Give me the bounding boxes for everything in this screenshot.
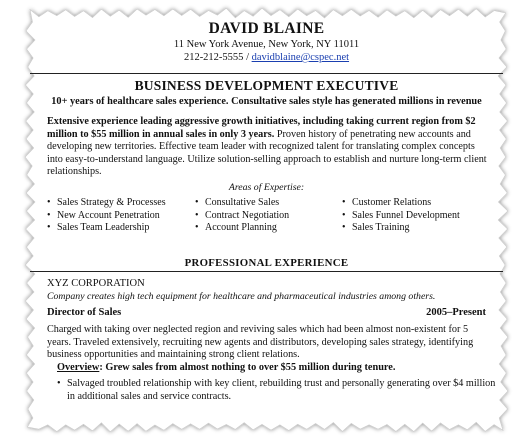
expertise-item: • Sales Training <box>342 222 460 235</box>
section-rule <box>30 271 503 272</box>
expertise-column-2 <box>195 197 289 235</box>
expertise-item: • Account Planning <box>195 222 289 235</box>
contact-line <box>30 53 503 64</box>
expertise-item: • New Account Penetration <box>47 210 166 223</box>
expertise-column-3 <box>342 197 460 235</box>
expertise-title: Areas of Expertise: <box>228 182 305 193</box>
company-name: XYZ CORPORATION <box>47 278 145 289</box>
overview-label: Overview <box>57 362 100 373</box>
overview-line <box>57 363 395 373</box>
overview-text: : Grew sales from almost nothing to over $55 million during tenure. <box>99 362 396 373</box>
headline: BUSINESS DEVELOPMENT EXECUTIVE <box>134 78 399 93</box>
job-description: Charged with taking over neglected region and reviving sales which had been almost non-existent for 5 years. Traveled extensively, recruiting new agents and distributors, developing sales strategy, identifying business opportunities and maintaining strong client relations. <box>47 324 474 361</box>
contact-separator: / <box>243 52 252 63</box>
summary-paragraph <box>47 116 487 179</box>
expertise-item: • Contract Negotiation <box>195 210 289 223</box>
expertise-item: • Sales Funnel Development <box>342 210 460 223</box>
phone: 212-212-5555 <box>183 52 244 63</box>
expertise-item: • Customer Relations <box>342 197 460 210</box>
summary-highlight: Extensive experience leading aggressive growth initiatives, including taking current region from $2 million to $55 million in annual sales in only 3 years. <box>47 116 476 140</box>
section-title-experience: PROFESSIONAL EXPERIENCE <box>184 257 349 269</box>
expertise-item: • Sales Strategy & Processes <box>47 197 166 210</box>
job-dates: 2005–Present <box>426 307 486 318</box>
email-link[interactable]: davidblaine@cspec.net <box>251 52 350 63</box>
resume-page <box>30 13 503 427</box>
address: 11 New York Avenue, New York, NY 11011 <box>173 39 360 50</box>
summary-text: Proven history of penetrating new accounts and developing new territories. Effective team leader with recognized talent for translating complex concepts into easy-to-understand language. Utilize solution-selling approach to establish and nurture long-term client relationships. <box>47 128 487 178</box>
tagline: 10+ years of healthcare sales experience. Consultative sales style has generated millions in revenue <box>51 96 482 107</box>
job-title: Director of Sales <box>47 307 122 318</box>
expertise-item: • Sales Team Leadership <box>47 222 166 235</box>
company-description: Company creates high tech equipment for healthcare and pharmaceutical industries among others. <box>47 291 436 302</box>
candidate-name: DAVID BLAINE <box>208 20 325 37</box>
achievement-bullet: • Salvaged troubled relationship with key client, rebuilding trust and personally generating over $4 million in additional sales and service contracts. <box>57 378 497 403</box>
expertise-item: • Consultative Sales <box>195 197 289 210</box>
header-rule <box>30 73 503 74</box>
expertise-column-1 <box>47 197 166 235</box>
